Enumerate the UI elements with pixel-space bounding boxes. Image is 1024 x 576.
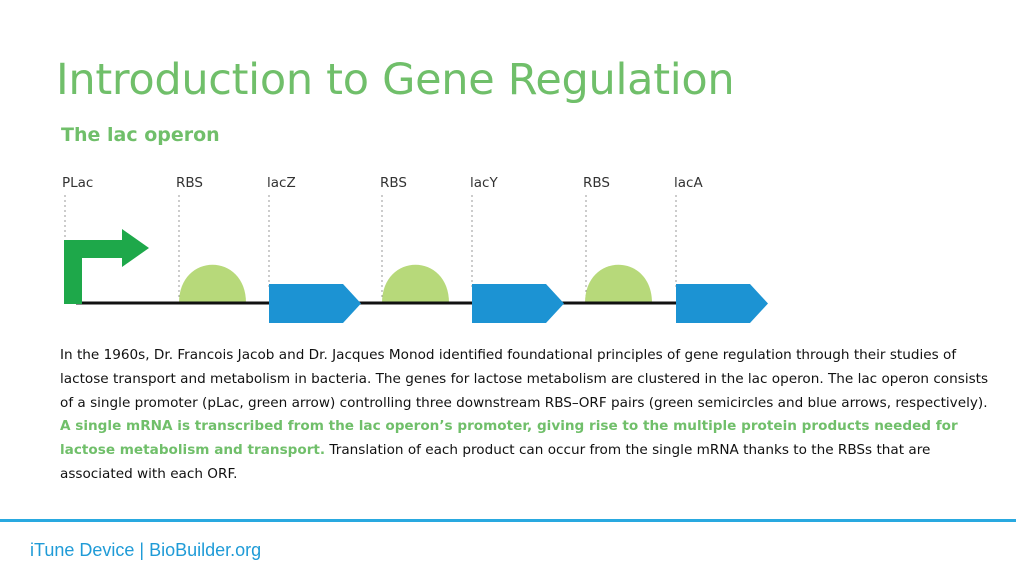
promoter-arrow-icon bbox=[64, 229, 149, 304]
label-laca: lacA bbox=[674, 175, 703, 191]
label-rbs-1: RBS bbox=[176, 175, 203, 191]
rbs-1-semicircle bbox=[179, 265, 246, 303]
label-plac: PLac bbox=[62, 175, 94, 191]
label-lacy: lacY bbox=[470, 175, 498, 191]
orf-lacy-arrow bbox=[472, 284, 564, 323]
rbs-3-semicircle bbox=[585, 265, 652, 303]
slide-title: Introduction to Gene Regulation bbox=[56, 55, 735, 105]
description-text-end: Translation of each product can occur from the single mRNA thanks to the RBSs that are associated with each ORF. bbox=[60, 442, 931, 482]
label-lacz: lacZ bbox=[267, 175, 296, 191]
label-rbs-3: RBS bbox=[583, 175, 610, 191]
description-text-start: In the 1960s, Dr. Francois Jacob and Dr. Jacques Monod identified foundational principles of gene regulation through their studies of lactose transport and metabolism in bacteria. The genes for lactose metabolism are clustered in the lac operon. The lac operon consists of a single promoter (pLac, green arrow) controlling three downstream RBS–ORF pairs (green semicircles and blue arrows, respectively). bbox=[60, 347, 989, 411]
description-highlight: A single mRNA is transcribed from the lac operon’s promoter, giving rise to the multiple protein products needed for lactose metabolism and transport. bbox=[60, 418, 958, 459]
guide-lines bbox=[65, 195, 676, 300]
footer-device-label: iTune Device | bbox=[30, 540, 150, 560]
footer-divider bbox=[0, 519, 1016, 522]
orf-laca-arrow bbox=[676, 284, 768, 323]
lac-operon-diagram bbox=[0, 165, 800, 340]
footer bbox=[30, 540, 261, 561]
label-rbs-2: RBS bbox=[380, 175, 407, 191]
footer-biobuilder-link[interactable]: BioBuilder.org bbox=[149, 540, 262, 560]
slide-subtitle: The lac operon bbox=[61, 124, 220, 146]
orf-lacz-arrow bbox=[269, 284, 361, 323]
rbs-2-semicircle bbox=[382, 265, 449, 303]
description-paragraph bbox=[60, 344, 990, 487]
